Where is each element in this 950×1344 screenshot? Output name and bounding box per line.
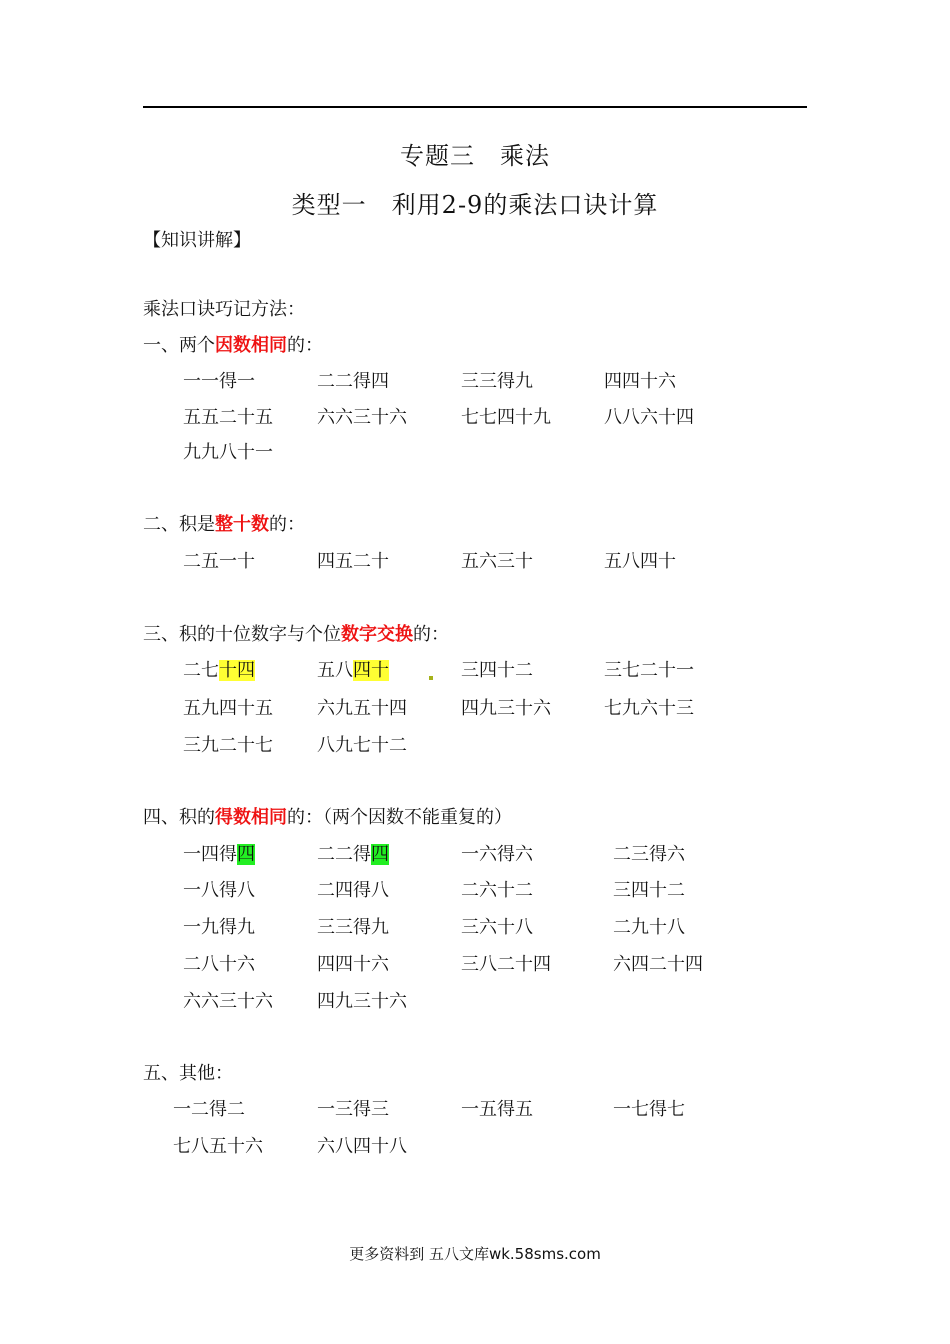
section-1-heading — [143, 334, 323, 358]
section-1-prefix: 一、两个 — [143, 335, 215, 356]
section-2-heading — [143, 513, 305, 537]
rhyme-item — [317, 843, 389, 867]
yellow-highlight: 十四 — [219, 660, 255, 681]
rhyme-item: 七八五十六 — [173, 1136, 263, 1157]
rhyme-item: 六九五十四 — [317, 698, 407, 719]
green-highlight: 四 — [371, 844, 389, 865]
rhyme-item: 一八得八 — [183, 880, 255, 901]
stray-dot — [429, 676, 433, 680]
knowledge-label: 【知识讲解】 — [143, 230, 251, 251]
rhyme-item: 八八六十四 — [604, 407, 694, 428]
rhyme-item: 一六得六 — [461, 844, 533, 865]
section-4-heading — [143, 806, 512, 830]
rhyme-item: 三四十二 — [461, 660, 533, 681]
section-5-heading: 五、其他： — [143, 1063, 233, 1084]
rhyme-item: 四五二十 — [317, 551, 389, 572]
rhyme-item-part: 二七 — [183, 660, 219, 681]
rhyme-item: 九九八十一 — [183, 442, 273, 463]
rhyme-item — [183, 843, 255, 867]
rhyme-item: 三九二十七 — [183, 735, 273, 756]
rhyme-item: 七七四十九 — [461, 407, 551, 428]
rhyme-item: 一三得三 — [317, 1099, 389, 1120]
section-2-prefix: 二、积是 — [143, 514, 215, 535]
header-rule — [143, 106, 807, 108]
rhyme-item: 一五得五 — [461, 1099, 533, 1120]
rhyme-item: 三四十二 — [613, 880, 685, 901]
yellow-highlight: 四十 — [353, 660, 389, 681]
rhyme-item: 六六三十六 — [317, 407, 407, 428]
rhyme-item: 三八二十四 — [461, 954, 551, 975]
rhyme-item: 四九三十六 — [317, 991, 407, 1012]
rhyme-item: 一二得二 — [173, 1099, 245, 1120]
rhyme-item: 六六三十六 — [183, 991, 273, 1012]
green-highlight: 四 — [237, 844, 255, 865]
rhyme-item: 二五一十 — [183, 551, 255, 572]
section-4-suffix: 的：（两个因数不能重复的） — [287, 807, 512, 828]
rhyme-item-part: 一四得 — [183, 844, 237, 865]
page-title: 专题三 乘法 — [400, 142, 550, 170]
rhyme-item: 一九得九 — [183, 917, 255, 938]
rhyme-item: 一七得七 — [613, 1099, 685, 1120]
section-2-suffix: 的： — [269, 514, 305, 535]
rhyme-item: 五八四十 — [604, 551, 676, 572]
rhyme-item: 三三得九 — [317, 917, 389, 938]
rhyme-item: 一一得一 — [183, 371, 255, 392]
rhyme-item — [317, 659, 389, 683]
section-1-emphasis: 因数相同 — [215, 335, 287, 356]
rhyme-item: 二八十六 — [183, 954, 255, 975]
rhyme-item: 二四得八 — [317, 880, 389, 901]
rhyme-item: 六八四十八 — [317, 1136, 407, 1157]
rhyme-item: 二二得四 — [317, 371, 389, 392]
rhyme-item-part: 二二得 — [317, 844, 371, 865]
section-3-emphasis: 数字交换 — [341, 624, 413, 645]
rhyme-item: 四四十六 — [604, 371, 676, 392]
rhyme-item: 八九七十二 — [317, 735, 407, 756]
section-4-prefix: 四、积的 — [143, 807, 215, 828]
section-4-emphasis: 得数相同 — [215, 807, 287, 828]
intro-text: 乘法口诀巧记方法： — [143, 299, 305, 320]
rhyme-item: 七九六十三 — [604, 698, 694, 719]
rhyme-item: 六四二十四 — [613, 954, 703, 975]
section-3-prefix: 三、积的十位数字与个位 — [143, 624, 341, 645]
section-1-suffix: 的： — [287, 335, 323, 356]
rhyme-item: 三六十八 — [461, 917, 533, 938]
rhyme-item: 二九十八 — [613, 917, 685, 938]
footer-text: 更多资料到 五八文库wk.58sms.com — [349, 1245, 601, 1263]
rhyme-item: 三七二十一 — [604, 660, 694, 681]
rhyme-item: 四九三十六 — [461, 698, 551, 719]
rhyme-item: 五六三十 — [461, 551, 533, 572]
rhyme-item — [183, 659, 255, 683]
section-2-emphasis: 整十数 — [215, 514, 269, 535]
rhyme-item: 三三得九 — [461, 371, 533, 392]
rhyme-item: 二六十二 — [461, 880, 533, 901]
rhyme-item: 五九四十五 — [183, 698, 273, 719]
rhyme-item-part: 五八 — [317, 660, 353, 681]
rhyme-item: 四四十六 — [317, 954, 389, 975]
rhyme-item: 五五二十五 — [183, 407, 273, 428]
page-subtitle: 类型一 利用2-9的乘法口诀计算 — [291, 191, 659, 219]
section-3-heading — [143, 623, 449, 647]
section-3-suffix: 的： — [413, 624, 449, 645]
rhyme-item: 二三得六 — [613, 844, 685, 865]
